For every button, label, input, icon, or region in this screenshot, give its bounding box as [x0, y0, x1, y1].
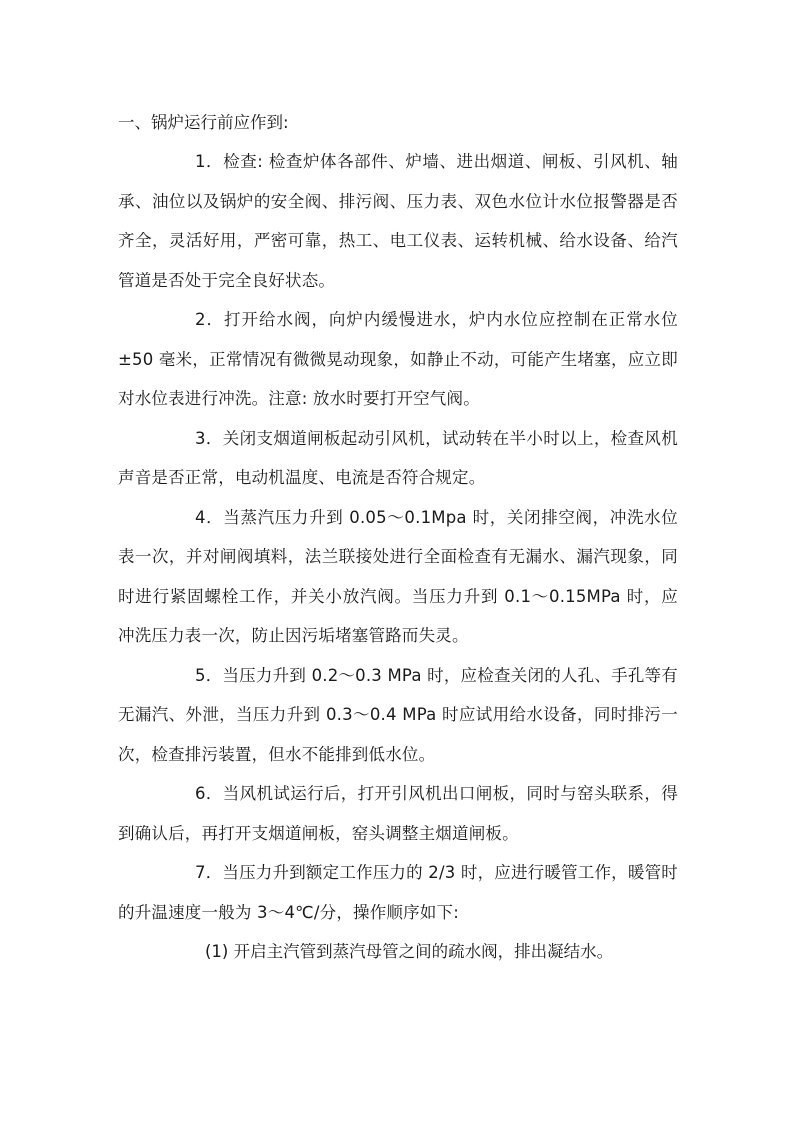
- paragraph-1-inspection: 1．检查: 检查炉体各部件、炉墙、进出烟道、闸板、引风机、轴承、油位以及锅炉的安全阀、排污阀、压力表、双色水位计水位报警器是否齐全，灵活好用，严密可靠，热工、电工仪表、运转机械、给水设备、给汽管道是否处于完全良好状态。: [118, 152, 678, 290]
- paragraph-4-steam-pressure: 4．当蒸汽压力升到 0.05～0.1Mpa 时，关闭排空阀，冲洗水位表一次，并对闸阀填料，法兰联接处进行全面检查有无漏水、漏汽现象，同时进行紧固螺栓工作，并关小放汽阀。当压力升到 0.1～0.15MPa 时，应冲洗压力表一次，防止因污垢堵塞管路而失灵。: [118, 507, 678, 645]
- sub-item-1: (1) 开启主汽管到蒸汽母管之间的疏水阀，排出凝结水。: [205, 942, 614, 961]
- paragraph-5-pressure-check: 5．当压力升到 0.2～0.3 MPa 时，应检查关闭的人孔、手孔等有无漏汽、外泄，当压力升到 0.3～0.4 MPa 时应试用给水设备，同时排污一次，检查排污装置，但水不能排到低水位。: [118, 665, 678, 764]
- paragraph-2-water-supply: 2．打开给水阀，向炉内缓慢进水，炉内水位应控制在正常水位±50 毫米，正常情况有微微晃动现象，如静止不动，可能产生堵塞，应立即对水位表进行冲洗。注意: 放水时要打开空气阀。: [118, 310, 678, 408]
- paragraph-3-induced-fan: 3．关闭支烟道闸板起动引风机，试动转在半小时以上，检查风机声音是否正常，电动机温度、电流是否符合规定。: [118, 428, 678, 487]
- paragraph-7-pipe-warming: 7．当压力升到额定工作压力的 2/3 时，应进行暖管工作，暖管时的升温速度一般为 3～4℃/分，操作顺序如下:: [118, 863, 678, 922]
- section-heading: 一、锅炉运行前应作到:: [118, 113, 289, 132]
- paragraph-6-fan-trial: 6．当风机试运行后，打开引风机出口闸板，同时与窑头联系，得到确认后，再打开支烟道闸板，窑头调整主烟道闸板。: [118, 784, 678, 843]
